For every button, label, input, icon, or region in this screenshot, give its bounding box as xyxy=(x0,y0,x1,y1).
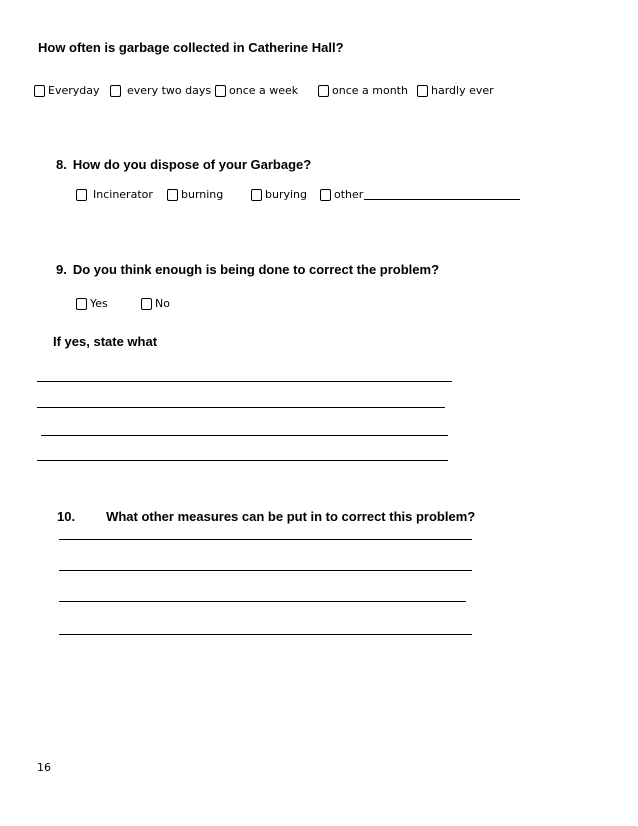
checkbox-icon[interactable] xyxy=(318,85,329,97)
question-number: 9. xyxy=(56,262,67,277)
answer-line[interactable] xyxy=(37,407,445,408)
checkbox-icon[interactable] xyxy=(76,189,87,201)
page-number: 16 xyxy=(37,761,51,774)
checkbox-icon[interactable] xyxy=(251,189,262,201)
answer-line[interactable] xyxy=(41,435,448,436)
checkbox-icon[interactable] xyxy=(167,189,178,201)
option-every-two-days[interactable]: every two days xyxy=(110,84,211,97)
question-garbage-frequency: How often is garbage collected in Catherine Hall? xyxy=(38,40,344,55)
checkbox-icon[interactable] xyxy=(141,298,152,310)
question-disposal xyxy=(56,157,311,172)
option-no[interactable]: No xyxy=(141,297,170,310)
question-number: 8. xyxy=(56,157,67,172)
answer-line[interactable] xyxy=(37,460,448,461)
checkbox-icon[interactable] xyxy=(34,85,45,97)
checkbox-icon[interactable] xyxy=(215,85,226,97)
option-burying[interactable]: burying xyxy=(251,188,307,201)
answer-line[interactable] xyxy=(59,539,472,540)
answer-line[interactable] xyxy=(59,570,472,571)
option-burning[interactable]: burning xyxy=(167,188,223,201)
followup-prompt: If yes, state what xyxy=(53,334,158,349)
question-text: Do you think enough is being done to correct the problem? xyxy=(72,262,440,277)
answer-line[interactable] xyxy=(37,381,452,382)
option-incinerator[interactable]: Incinerator xyxy=(76,188,153,201)
checkbox-icon[interactable] xyxy=(417,85,428,97)
other-fill-in-line[interactable] xyxy=(364,189,520,200)
option-once-a-month[interactable]: once a month xyxy=(318,84,408,97)
answer-line[interactable] xyxy=(59,601,466,602)
question-text: How do you dispose of your Garbage? xyxy=(72,157,312,172)
option-once-a-week[interactable]: once a week xyxy=(215,84,298,97)
option-yes[interactable]: Yes xyxy=(76,297,108,310)
question-enough-done xyxy=(56,262,439,277)
checkbox-icon[interactable] xyxy=(76,298,87,310)
option-other[interactable]: other xyxy=(320,188,520,201)
checkbox-icon[interactable] xyxy=(110,85,121,97)
option-hardly-ever[interactable]: hardly ever xyxy=(417,84,494,97)
checkbox-icon[interactable] xyxy=(320,189,331,201)
question-text: What other measures can be put in to correct this problem? xyxy=(106,509,476,524)
answer-line[interactable] xyxy=(59,634,472,635)
question-other-measures xyxy=(57,509,475,524)
question-number: 10. xyxy=(57,509,76,524)
option-everyday[interactable]: Everyday xyxy=(34,84,100,97)
